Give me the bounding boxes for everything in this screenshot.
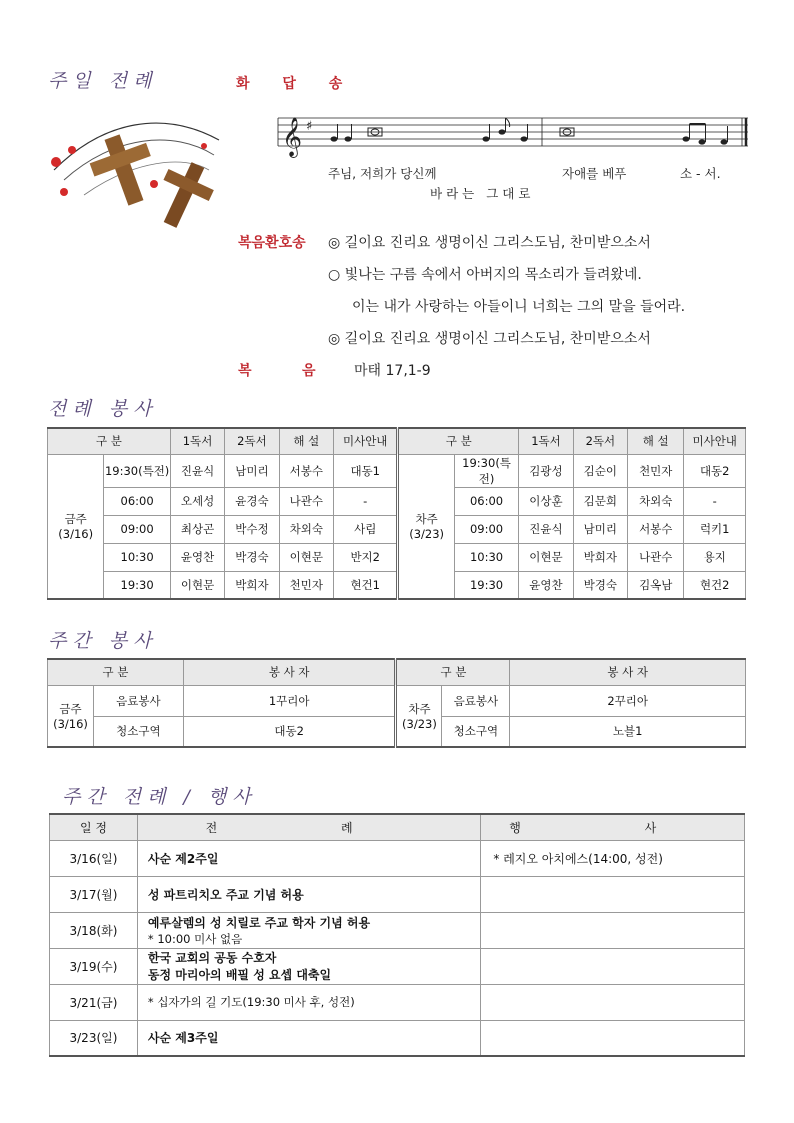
commentator: 이현문 — [279, 543, 333, 571]
table-row — [48, 454, 746, 487]
event-activity — [481, 984, 745, 1020]
weekly-service-table — [47, 658, 746, 748]
mass-time: 10:30 — [104, 543, 170, 571]
reader1: 윤영찬 — [170, 543, 224, 571]
week-date: (3/16) — [58, 527, 94, 542]
week-label: 금주 — [59, 701, 82, 716]
mass-guide: 반지2 — [333, 543, 397, 571]
service-assignee: 2꾸리아 — [510, 685, 746, 716]
mass-time: 19:30(특전) — [104, 454, 170, 487]
commentator: 서봉수 — [628, 515, 684, 543]
liturgy-text-2: 동정 마리아의 배필 성 요셉 대축일 — [147, 968, 332, 982]
table-row — [50, 1020, 745, 1056]
commentator: 천민자 — [279, 571, 333, 599]
mass-guide: 대동1 — [333, 454, 397, 487]
reader2: 윤경숙 — [225, 487, 279, 515]
acclamation-line-4: ◎ 길이요 진리요 생명이신 그리스도님, 찬미받으소서 — [328, 331, 651, 347]
week-label: 차주 — [415, 512, 438, 527]
ministry-header-reading2: 2독서 — [573, 428, 627, 454]
week-label: 금주 — [64, 512, 87, 527]
commentator: 나관수 — [279, 487, 333, 515]
event-date: 3/18(화) — [50, 912, 138, 948]
table-row — [48, 571, 746, 599]
weekly-events-table — [49, 813, 745, 1057]
acclamation-line-1: ◎ 길이요 진리요 생명이신 그리스도님, 찬미받으소서 — [328, 235, 651, 251]
commentator: 나관수 — [628, 543, 684, 571]
table-row — [48, 543, 746, 571]
mass-guide: - — [684, 487, 746, 515]
reader1: 이현문 — [170, 571, 224, 599]
event-liturgy — [137, 984, 480, 1020]
reader2: 박경숙 — [225, 543, 279, 571]
acclamation-line-3: 이는 내가 사랑하는 아들이니 너희는 그의 말을 들어라. — [352, 299, 686, 315]
week-label: 차주 — [408, 701, 431, 716]
reader2: 박경숙 — [573, 571, 627, 599]
week-label-cell — [398, 454, 454, 599]
table-row — [50, 948, 745, 984]
weekly-events-title: 주간 전례 / 행사 — [62, 786, 257, 808]
reader2: 박수정 — [225, 515, 279, 543]
reader1: 진윤식 — [170, 454, 224, 487]
gospel-label-b: 음 — [302, 363, 316, 379]
event-activity — [481, 948, 745, 984]
mass-guide: - — [333, 487, 397, 515]
reader1: 윤영찬 — [519, 571, 573, 599]
mass-time: 06:00 — [104, 487, 170, 515]
lyric-3: 소 - 서. — [680, 166, 721, 181]
service-header-servant: 봉 사 자 — [510, 659, 746, 685]
reader1: 김광성 — [519, 454, 573, 487]
music-staff — [276, 108, 750, 160]
event-liturgy — [137, 1020, 480, 1056]
reader1: 최상곤 — [170, 515, 224, 543]
reader2: 박희자 — [573, 543, 627, 571]
reader2: 남미리 — [573, 515, 627, 543]
liturgy-title: 주일 전례 — [48, 70, 158, 92]
event-date: 3/21(금) — [50, 984, 138, 1020]
commentator: 차외숙 — [279, 515, 333, 543]
psalm-label: 화 답 송 — [236, 76, 357, 92]
event-liturgy — [137, 840, 480, 876]
reader2: 김순이 — [573, 454, 627, 487]
event-liturgy — [137, 948, 480, 984]
reader1: 이현문 — [519, 543, 573, 571]
lyric-2: 자애를 베푸 — [562, 166, 627, 181]
liturgy-text: 사순 제2주일 — [147, 851, 219, 866]
crosses-illustration — [44, 100, 224, 235]
ministry-header-reading1: 1독서 — [170, 428, 224, 454]
ministry-header-guide: 미사안내 — [333, 428, 397, 454]
liturgy-text: 사순 제3주일 — [147, 1031, 219, 1046]
acclamation-label: 복음환호송 — [238, 235, 306, 251]
reader2: 김문희 — [573, 487, 627, 515]
mass-time: 19:30 — [454, 571, 518, 599]
commentator: 차외숙 — [628, 487, 684, 515]
gospel-label-a: 복 — [238, 363, 252, 379]
acclamation-line-2: ○ 빛나는 구름 속에서 아버지의 목소리가 들려왔네. — [328, 267, 642, 283]
ministry-header-reading1: 1독서 — [519, 428, 573, 454]
service-type: 청소구역 — [442, 716, 510, 747]
mass-guide: 럭키1 — [684, 515, 746, 543]
table-row — [48, 515, 746, 543]
mass-time: 09:00 — [454, 515, 518, 543]
week-label-cell — [48, 454, 104, 599]
weekly-service-title: 주간 봉사 — [48, 630, 158, 652]
week-label-cell — [48, 685, 94, 747]
lyric-4: 바라는 그대로 — [430, 186, 535, 201]
ministry-header-reading2: 2독서 — [225, 428, 279, 454]
week-date: (3/23) — [409, 527, 445, 542]
mass-time: 19:30 — [104, 571, 170, 599]
event-activity: * 레지오 아치에스(14:00, 성전) — [481, 840, 745, 876]
lyric-1: 주님, 저희가 당신께 — [328, 166, 437, 181]
ministry-table — [47, 427, 746, 600]
service-type: 청소구역 — [93, 716, 183, 747]
event-date: 3/23(일) — [50, 1020, 138, 1056]
week-date: (3/23) — [402, 716, 437, 731]
reader2: 남미리 — [225, 454, 279, 487]
reader1: 이상훈 — [519, 487, 573, 515]
ministry-title: 전례 봉사 — [48, 398, 158, 420]
event-date: 3/17(월) — [50, 876, 138, 912]
commentator: 천민자 — [628, 454, 684, 487]
reader1: 진윤식 — [519, 515, 573, 543]
table-row — [50, 840, 745, 876]
mass-time: 06:00 — [454, 487, 518, 515]
events-header-event: 행 사 — [481, 814, 745, 840]
mass-guide: 현건1 — [333, 571, 397, 599]
svg-text:♯: ♯ — [306, 119, 313, 134]
service-header-division: 구 분 — [396, 659, 510, 685]
week-label-cell — [396, 685, 442, 747]
service-assignee: 노블1 — [510, 716, 746, 747]
service-assignee: 1꾸리아 — [183, 685, 396, 716]
service-header-servant: 봉 사 자 — [183, 659, 396, 685]
service-type: 음료봉사 — [442, 685, 510, 716]
event-date: 3/19(수) — [50, 948, 138, 984]
gospel-reference: 마태 17,1-9 — [354, 363, 431, 379]
liturgy-note: * 십자가의 길 기도(19:30 미사 후, 성전) — [147, 995, 355, 1009]
mass-time: 19:30(특전) — [454, 454, 518, 487]
mass-guide: 현건2 — [684, 571, 746, 599]
liturgy-text: 한국 교회의 공동 수호자 — [147, 951, 277, 965]
service-header-division: 구 분 — [48, 659, 184, 685]
event-date: 3/16(일) — [50, 840, 138, 876]
table-row — [50, 876, 745, 912]
events-header-date: 일 정 — [50, 814, 138, 840]
svg-text:𝄞: 𝄞 — [282, 117, 303, 157]
table-row — [50, 984, 745, 1020]
mass-time: 10:30 — [454, 543, 518, 571]
week-date: (3/16) — [53, 716, 88, 731]
mass-guide: 대동2 — [684, 454, 746, 487]
liturgy-text: 예루살렘의 성 치릴로 주교 학자 기념 허용 — [147, 915, 371, 930]
service-assignee: 대동2 — [183, 716, 396, 747]
events-header-liturgy: 전 례 — [137, 814, 480, 840]
liturgy-note: * 10:00 미사 없음 — [147, 931, 243, 946]
mass-guide: 용지 — [684, 543, 746, 571]
service-type: 음료봉사 — [93, 685, 183, 716]
event-activity — [481, 912, 745, 948]
mass-guide: 사림 — [333, 515, 397, 543]
ministry-header-commentary: 해 설 — [279, 428, 333, 454]
reader1: 오세성 — [170, 487, 224, 515]
ministry-header-division: 구 분 — [48, 428, 171, 454]
reader2: 박희자 — [225, 571, 279, 599]
ministry-header-guide: 미사안내 — [684, 428, 746, 454]
table-row — [48, 487, 746, 515]
mass-time: 09:00 — [104, 515, 170, 543]
commentator: 김옥남 — [628, 571, 684, 599]
event-activity — [481, 1020, 745, 1056]
liturgy-text: 성 파트리치오 주교 기념 허용 — [147, 887, 304, 902]
table-row — [48, 685, 746, 716]
ministry-header-division: 구 분 — [398, 428, 519, 454]
ministry-header-commentary: 해 설 — [628, 428, 684, 454]
event-activity — [481, 876, 745, 912]
table-row — [50, 912, 745, 948]
commentator: 서봉수 — [279, 454, 333, 487]
event-liturgy — [137, 876, 480, 912]
event-liturgy — [137, 912, 480, 948]
